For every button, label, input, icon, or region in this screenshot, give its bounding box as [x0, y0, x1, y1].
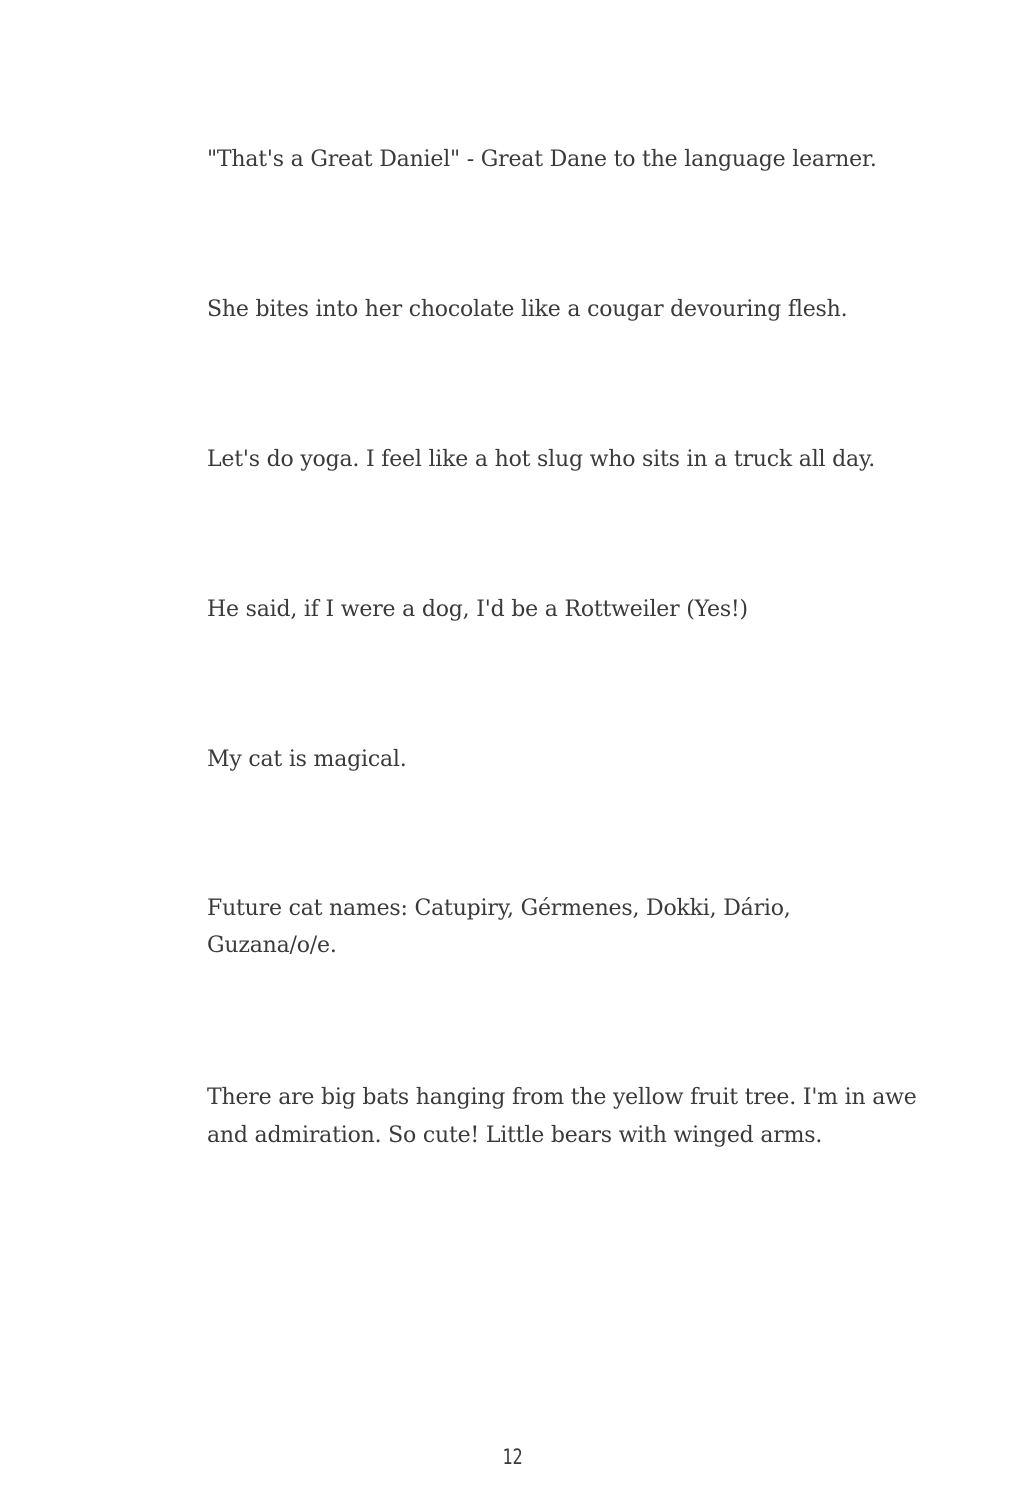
note-entry-rottweiler: He said, if I were a dog, I'd be a Rottweiler (Yes!) [207, 597, 748, 622]
note-entry-yoga-slug: Let's do yoga. I feel like a hot slug who sits in a truck all day. [207, 447, 876, 472]
note-entry-cat-names: Future cat names: Catupiry, Gérmenes, Dokki, Dário, Guzana/o/e. [207, 896, 791, 958]
note-entry-magical-cat: My cat is magical. [207, 747, 407, 772]
page-number: 12 [502, 1445, 523, 1469]
note-entry-big-bats: There are big bats hanging from the yellow fruit tree. I'm in awe and admiration. So cute! Little bears with winged arms. [207, 1085, 917, 1148]
note-entry-great-daniel: "That's a Great Daniel" - Great Dane to the language learner. [207, 147, 877, 172]
note-entry-chocolate-cougar: She bites into her chocolate like a cougar devouring flesh. [207, 297, 848, 322]
